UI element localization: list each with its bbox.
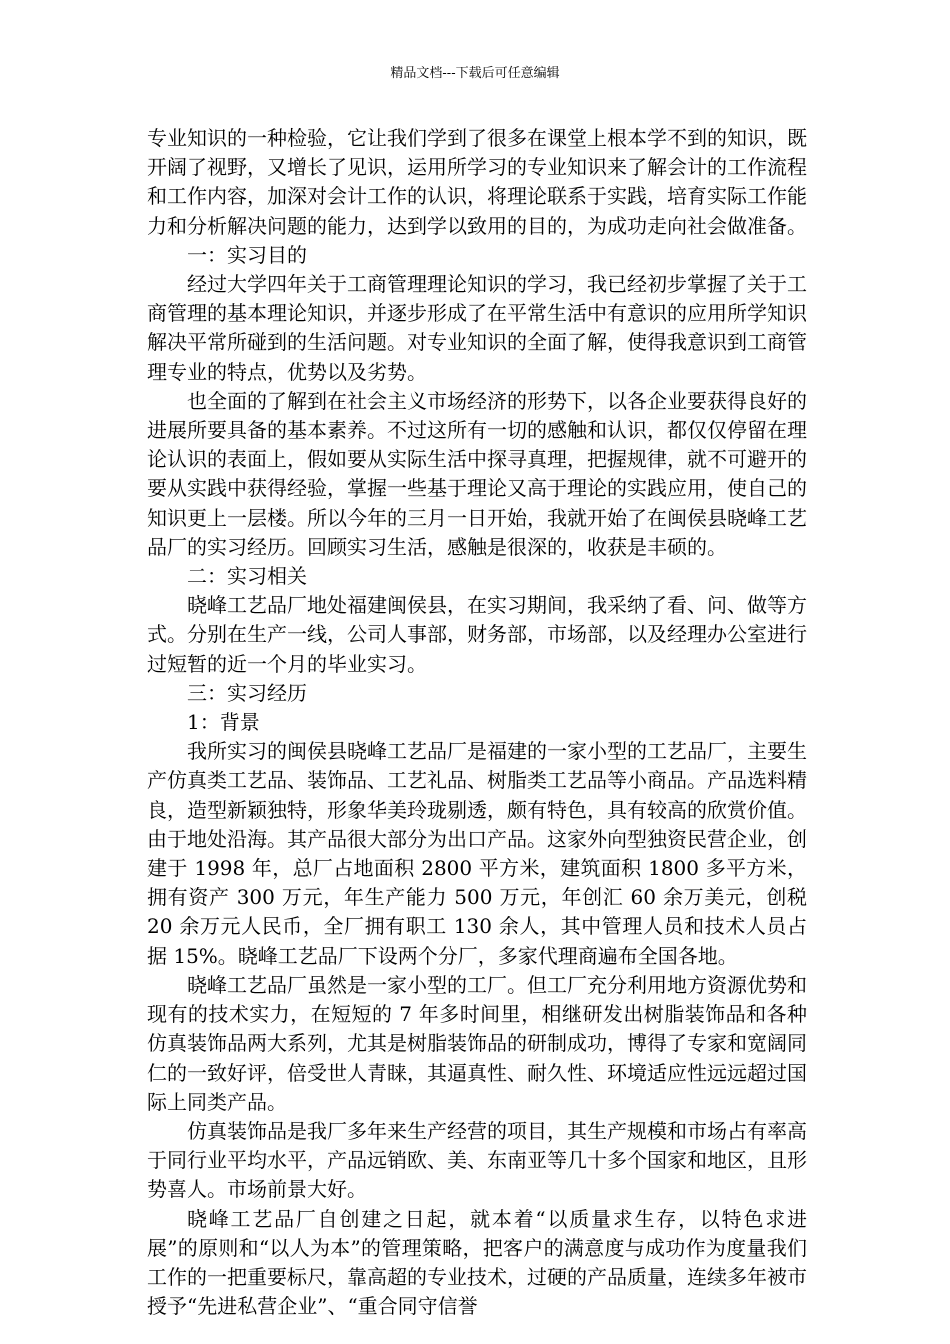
section-heading-experience: 三：实习经历 <box>187 680 307 705</box>
page-header-watermark: 精品文档---下载后可任意编辑 <box>390 66 560 81</box>
paragraph-background-2: 晓峰工艺品厂虽然是一家小型的工厂。但工厂充分利用地方资源优势和现有的技术实力，在短短的 7 年多时间里，相继研发出树脂装饰品和各种仿真装饰品两大系列，尤其是树脂装饰品的研制成功，博得了专家和宽阔同仁的一致好评，倍受世人青睐，其逼真性、耐久性、环境适应性远远超过国际上同类产品。 <box>147 972 807 1114</box>
paragraph-purpose-1: 经过大学四年关于工商管理理论知识的学习，我已经初步掌握了关于工商管理的基本理论知识，并逐步形成了在平常生活中有意识的应用所学知识解决平常所碰到的生活问题。对专业知识的全面了解，使得我意识到工商管理专业的特点，优势以及劣势。 <box>147 272 807 384</box>
section-heading-purpose: 一：实习目的 <box>187 242 307 267</box>
paragraph-background-1: 我所实习的闽侯县晓峰工艺品厂是福建的一家小型的工艺品厂，主要生产仿真类工艺品、装饰品、工艺礼品、树脂类工艺品等小商品。产品选料精良，造型新颖独特，形象华美玲珑剔透，颇有特色，具有较高的欣赏价值。由于地处沿海。其产品很大部分为出口产品。这家外向型独资民营企业，创建于 1998 年，总厂占地面积 2800 平方米，建筑面积 1800 多平方米，拥有资产 300 万元，年生产能力 500 万元，年创汇 60 余万美元，创税 20 余万元人民币，全厂拥有职工 130 余人，其中管理人员和技术人员占据 15%。晓峰工艺品厂下设两个分厂，多家代理商遍布全国各地。 <box>147 739 807 968</box>
document-body <box>147 124 807 1321</box>
section-heading-related: 二：实习相关 <box>187 564 307 589</box>
paragraph-purpose-2: 也全面的了解到在社会主义市场经济的形势下，以各企业要获得良好的进展所要具备的基本素养。不过这所有一切的感触和认识，都仅仅停留在理论认识的表面上，假如要从实际生活中探寻真理，把握规律，就不可避开的要从实践中获得经验，掌握一些基于理论又高于理论的实践应用，使自己的知识更上一层楼。所以今年的三月一日开始，我就开始了在闽侯县晓峰工艺品厂的实习经历。回顾实习生活，感触是很深的，收获是丰硕的。 <box>147 388 807 559</box>
paragraph-background-3: 仿真装饰品是我厂多年来生产经营的项目，其生产规模和市场占有率高于同行业平均水平，产品远销欧、美、东南亚等几十多个国家和地区，且形势喜人。市场前景大好。 <box>147 1118 807 1202</box>
paragraph-background-4: 晓峰工艺品厂自创建之日起，就本着“以质量求生存，以特色求进展”的原则和“以人为本”的管理策略，把客户的满意度与成功作为度量我们工作的一把重要标尺，靠高超的专业技术，过硬的产品质量，连续多年被市授予“先进私营企业”、“重合同守信誉 <box>147 1206 807 1319</box>
subsection-heading-background: 1：背景 <box>187 710 260 735</box>
paragraph-intro-continued: 专业知识的一种检验，它让我们学到了很多在课堂上根本学不到的知识，既开阔了视野，又增长了见识，运用所学习的专业知识来了解会计的工作流程和工作内容，加深对会计工作的认识，将理论联系于实践，培育实际工作能力和分析解决问题的能力，达到学以致用的目的，为成功走向社会做准备。 <box>147 126 807 238</box>
paragraph-related: 晓峰工艺品厂地处福建闽侯县，在实习期间，我采纳了看、问、做等方式。分别在生产一线，公司人事部，财务部，市场部，以及经理办公室进行过短暂的近一个月的毕业实习。 <box>147 593 807 676</box>
